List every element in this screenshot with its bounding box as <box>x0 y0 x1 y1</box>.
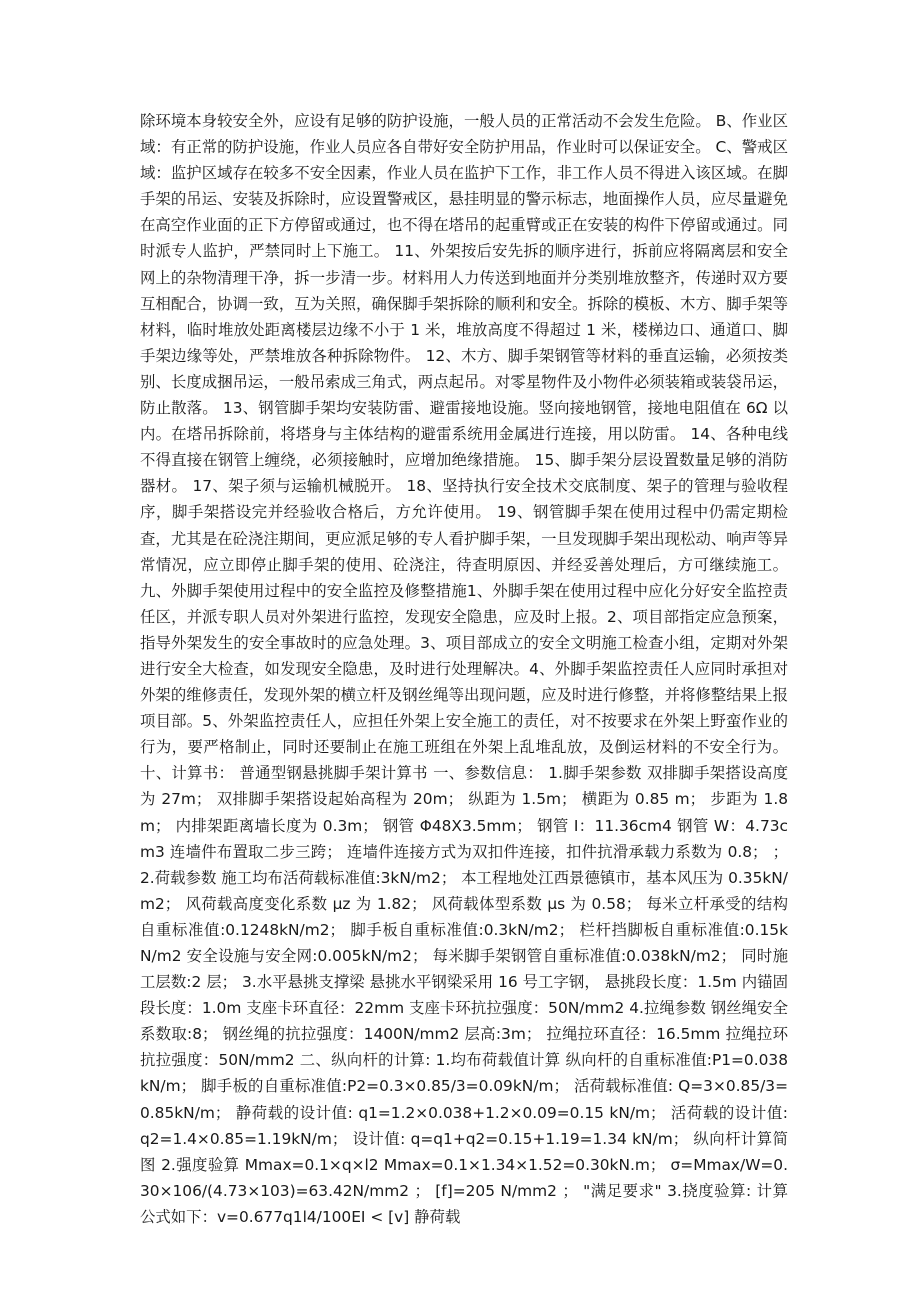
document-page <box>140 108 788 1230</box>
body-paragraph: 除环境本身较安全外，应设有足够的防护设施，一般人员的正常活动不会发生危险。 B、作业区域：有正常的防护设施，作业人员应各自带好安全防护用品，作业时可以保证安全。 C、警戒区域：监护区域存在较多不安全因素，作业人员在监护下工作，非工作人员不得进入该区域。在脚手架的吊运、安装及拆除时，应设置警戒区，悬挂明显的警示标志，地面操作人员，应尽量避免在高空作业面的正下方停留或通过，也不得在塔吊的起重臂或正在安装的构件下停留或通过。同时派专人监护，严禁同时上下施工。 11、外架按后安先拆的顺序进行，拆前应将隔离层和安全网上的杂物清理干净，拆一步清一步。材料用人力传送到地面并分类别堆放整齐，传递时双方要互相配合，协调一致，互为关照，确保脚手架拆除的顺利和安全。拆除的模板、木方、脚手架等材料，临时堆放处距离楼层边缘不小于 1 米，堆放高度不得超过 1 米，楼梯边口、通道口、脚手架边缘等处，严禁堆放各种拆除物件。 12、木方、脚手架钢管等材料的垂直运输，必须按类别、长度成捆吊运，一般吊索成三角式，两点起吊。对零星物件及小物件必须装箱或装袋吊运，防止散落。 13、钢管脚手架均安装防雷、避雷接地设施。竖向接地钢管，接地电阻值在 6Ω 以内。在塔吊拆除前，将塔身与主体结构的避雷系统用金属进行连接，用以防雷。 14、各种电线不得直接在钢管上缠绕，必须接触时，应增加绝缘措施。 15、脚手架分层设置数量足够的消防器材。 17、架子须与运输机械脱开。 18、坚持执行安全技术交底制度、架子的管理与验收程序，脚手架搭设完并经验收合格后，方允许使用。 19、钢管脚手架在使用过程中仍需定期检查，尤其是在砼浇注期间，更应派足够的专人看护脚手架，一旦发现脚手架出现松动、响声等异常情况，应立即停止脚手架的使用、砼浇注，待查明原因、并经妥善处理后，方可继续施工。 九、外脚手架使用过程中的安全监控及修整措施1、外脚手架在使用过程中应化分好安全监控责任区，并派专职人员对外架进行监控，发现安全隐患，应及时上报。2、项目部指定应急预案，指导外架发生的安全事故时的应急处理。3、项目部成立的安全文明施工检查小组，定期对外架进行安全大检查，如发现安全隐患，及时进行处理解决。4、外脚手架监控责任人应同时承担对外架的维修责任，发现外架的横立杆及钢丝绳等出现问题，应及时进行修整，并将修整结果上报项目部。5、外架监控责任人，应担任外架上安全施工的责任，对不按要求在外架上野蛮作业的行为，要严格制止，同时还要制止在施工班组在外架上乱堆乱放，及倒运材料的不安全行为。 十、计算书： 普通型钢悬挑脚手架计算书 一、参数信息： 1.脚手架参数 双排脚手架搭设高度为 27m； 双排脚手架搭设起始高程为 20m； 纵距为 1.5m； 横距为 0.85 m； 步距为 1.8m； 内排架距离墙长度为 0.3m； 钢管 Φ48X3.5mm； 钢管 I：11.36cm4 钢管 W：4.73cm3 连墙件布置取二步三跨； 连墙件连接方式为双扣件连接，扣件抗滑承载力系数为 0.8； ；2.荷载参数 施工均布活荷载标准值:3kN/m2； 本工程地处江西景德镇市，基本风压为 0.35kN/m2； 风荷载高度变化系数 μz 为 1.82； 风荷载体型系数 μs 为 0.58； 每米立杆承受的结构自重标准值:0.1248kN/m2； 脚手板自重标准值:0.3kN/m2； 栏杆挡脚板自重标准值:0.15kN/m2 安全设施与安全网:0.005kN/m2； 每米脚手架钢管自重标准值:0.038kN/m2； 同时施工层数:2 层； 3.水平悬挑支撑梁 悬挑水平钢梁采用 16 号工字钢， 悬挑段长度：1.5m 内锚固段长度：1.0m 支座卡环直径：22mm 支座卡环抗拉强度：50N/mm2 4.拉绳参数 钢丝绳安全系数取:8； 钢丝绳的抗拉强度：1400N/mm2 层高:3m； 拉绳拉环直径：16.5mm 拉绳拉环抗拉强度：50N/mm2 二、纵向杆的计算: 1.均布荷载值计算 纵向杆的自重标准值:P1=0.038 kN/m； 脚手板的自重标准值:P2=0.3×0.85/3=0.09kN/m； 活荷载标准值: Q=3×0.85/3=0.85kN/m； 静荷载的设计值: q1=1.2×0.038+1.2×0.09=0.15 kN/m； 活荷载的设计值: q2=1.4×0.85=1.19kN/m； 设计值: q=q1+q2=0.15+1.19=1.34 kN/m； 纵向杆计算简图 2.强度验算 Mmax=0.1×q×l2 Mmax=0.1×1.34×1.52=0.30kN.m； σ=Mmax/W=0.30×106/(4.73×103)=63.42N/mm2 ； [f]=205 N/mm2 ； "满足要求" 3.挠度验算: 计算公式如下：v=0.677q1l4/100EI < [v] 静荷载 <box>140 112 788 1226</box>
